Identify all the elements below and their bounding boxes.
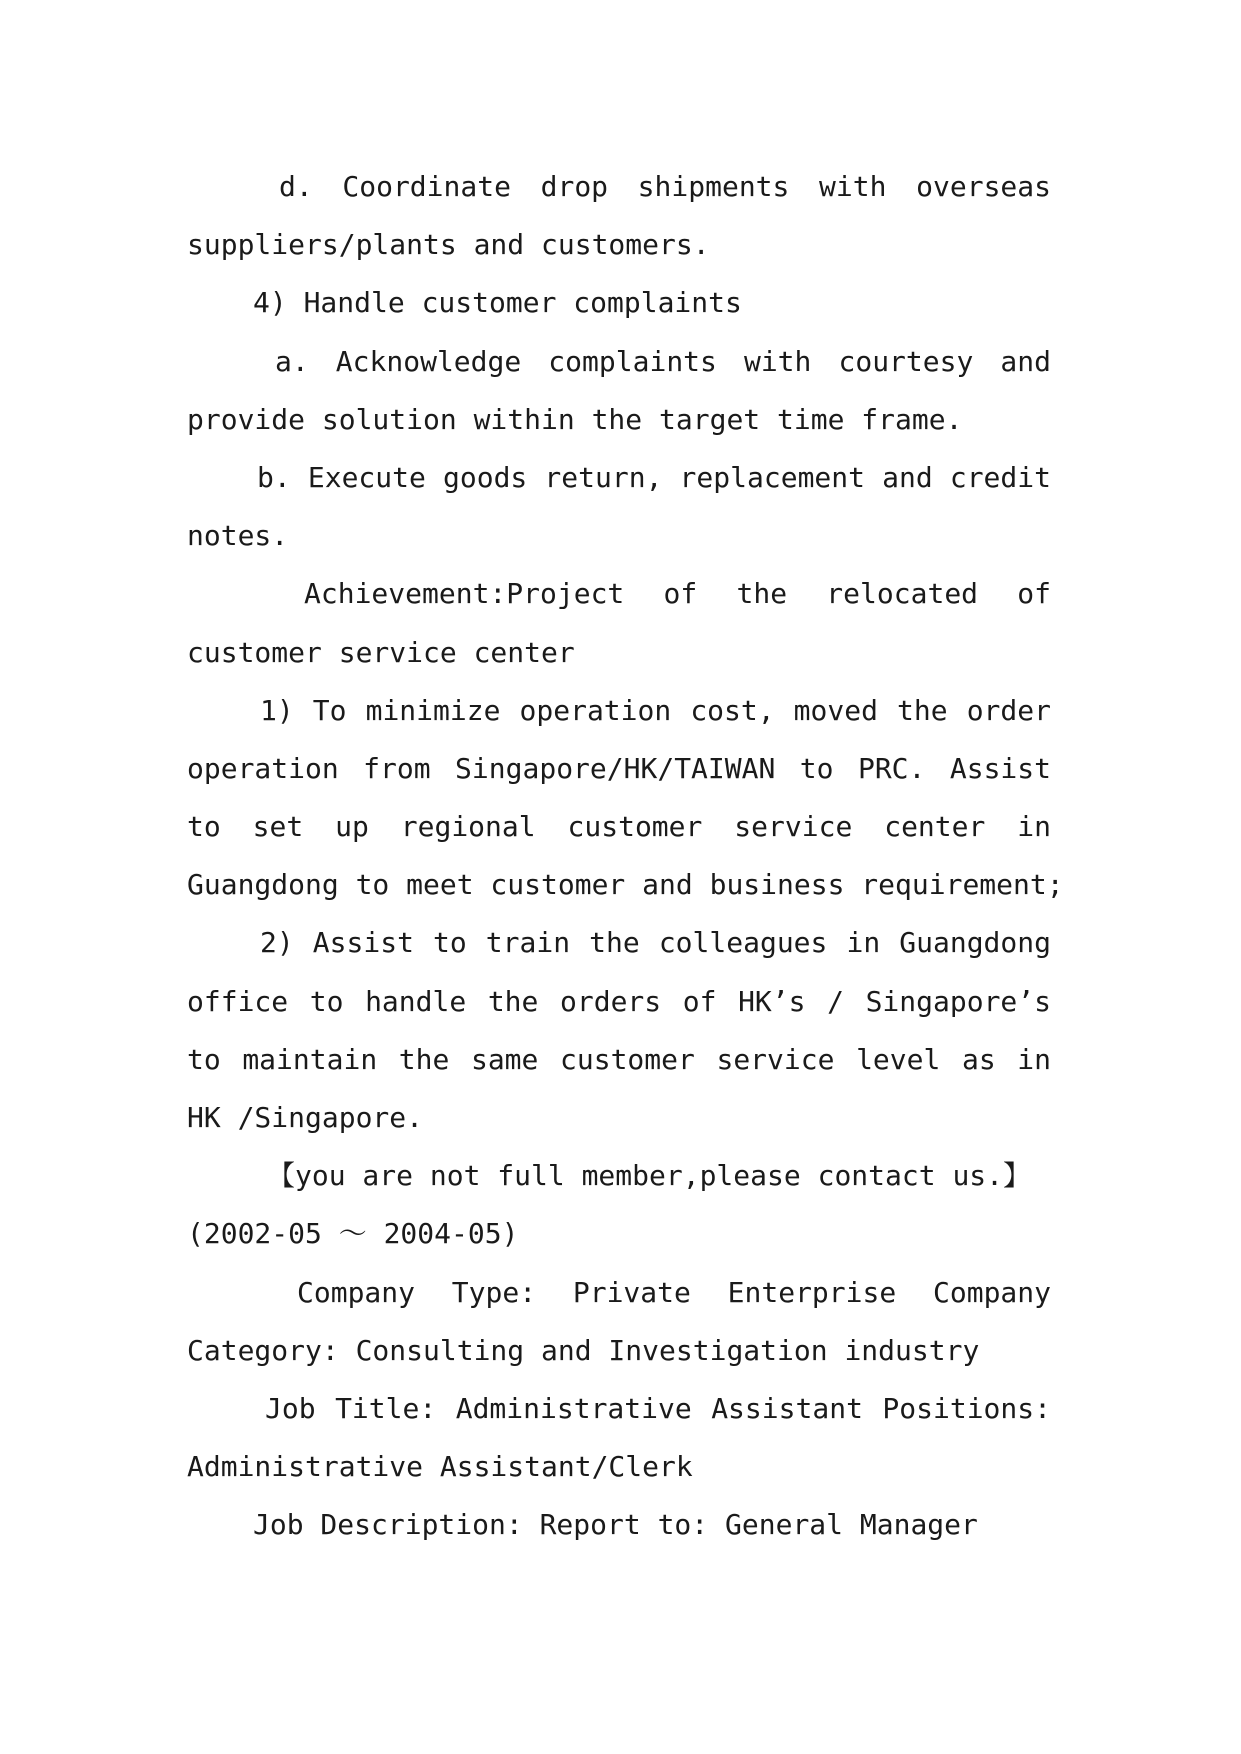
- text-line: a. Acknowledge complaints with courtesy and: [275, 344, 1051, 378]
- text-line: suppliers/plants and customers.: [187, 228, 710, 262]
- text-line: notes.: [187, 519, 289, 553]
- text-line: Company Type: Private Enterprise Company: [297, 1275, 1051, 1309]
- text-line: d. Coordinate drop shipments with overseas: [279, 170, 1051, 203]
- text-line: 4) Handle customer complaints: [253, 286, 742, 320]
- text-line: Administrative Assistant/Clerk: [187, 1450, 693, 1484]
- text-line: to set up regional customer service center in: [187, 810, 1051, 844]
- text-line: operation from Singapore/HK/TAIWAN to PRC. Assist: [187, 751, 1051, 785]
- text-line: 1) To minimize operation cost, moved the order: [260, 693, 1051, 727]
- text-line: 【you are not full member,please contact us.】: [267, 1159, 1032, 1193]
- text-line: to maintain the same customer service level as in: [187, 1042, 1051, 1076]
- text-line: (2002-05 ～ 2004-05): [187, 1217, 519, 1251]
- text-line: customer service center: [187, 635, 575, 669]
- body-text: [187, 158, 1064, 1555]
- text-line: Guangdong to meet customer and business requirement;: [187, 868, 1064, 902]
- text-line: Job Description: Report to: General Manager: [253, 1508, 978, 1542]
- text-line: provide solution within the target time frame.: [187, 402, 963, 436]
- text-line: HK /Singapore.: [187, 1101, 424, 1134]
- text-line: Job Title: Administrative Assistant Positions:: [265, 1391, 1051, 1425]
- text-line: b. Execute goods return, replacement and credit: [257, 460, 1051, 494]
- text-line: Category: Consulting and Investigation industry: [187, 1333, 980, 1367]
- text-line: Achievement:Project of the relocated of: [304, 577, 1051, 611]
- text-line: office to handle the orders of HK’s / Singapore’s: [187, 984, 1051, 1018]
- text-line: 2) Assist to train the colleagues in Guangdong: [260, 926, 1051, 960]
